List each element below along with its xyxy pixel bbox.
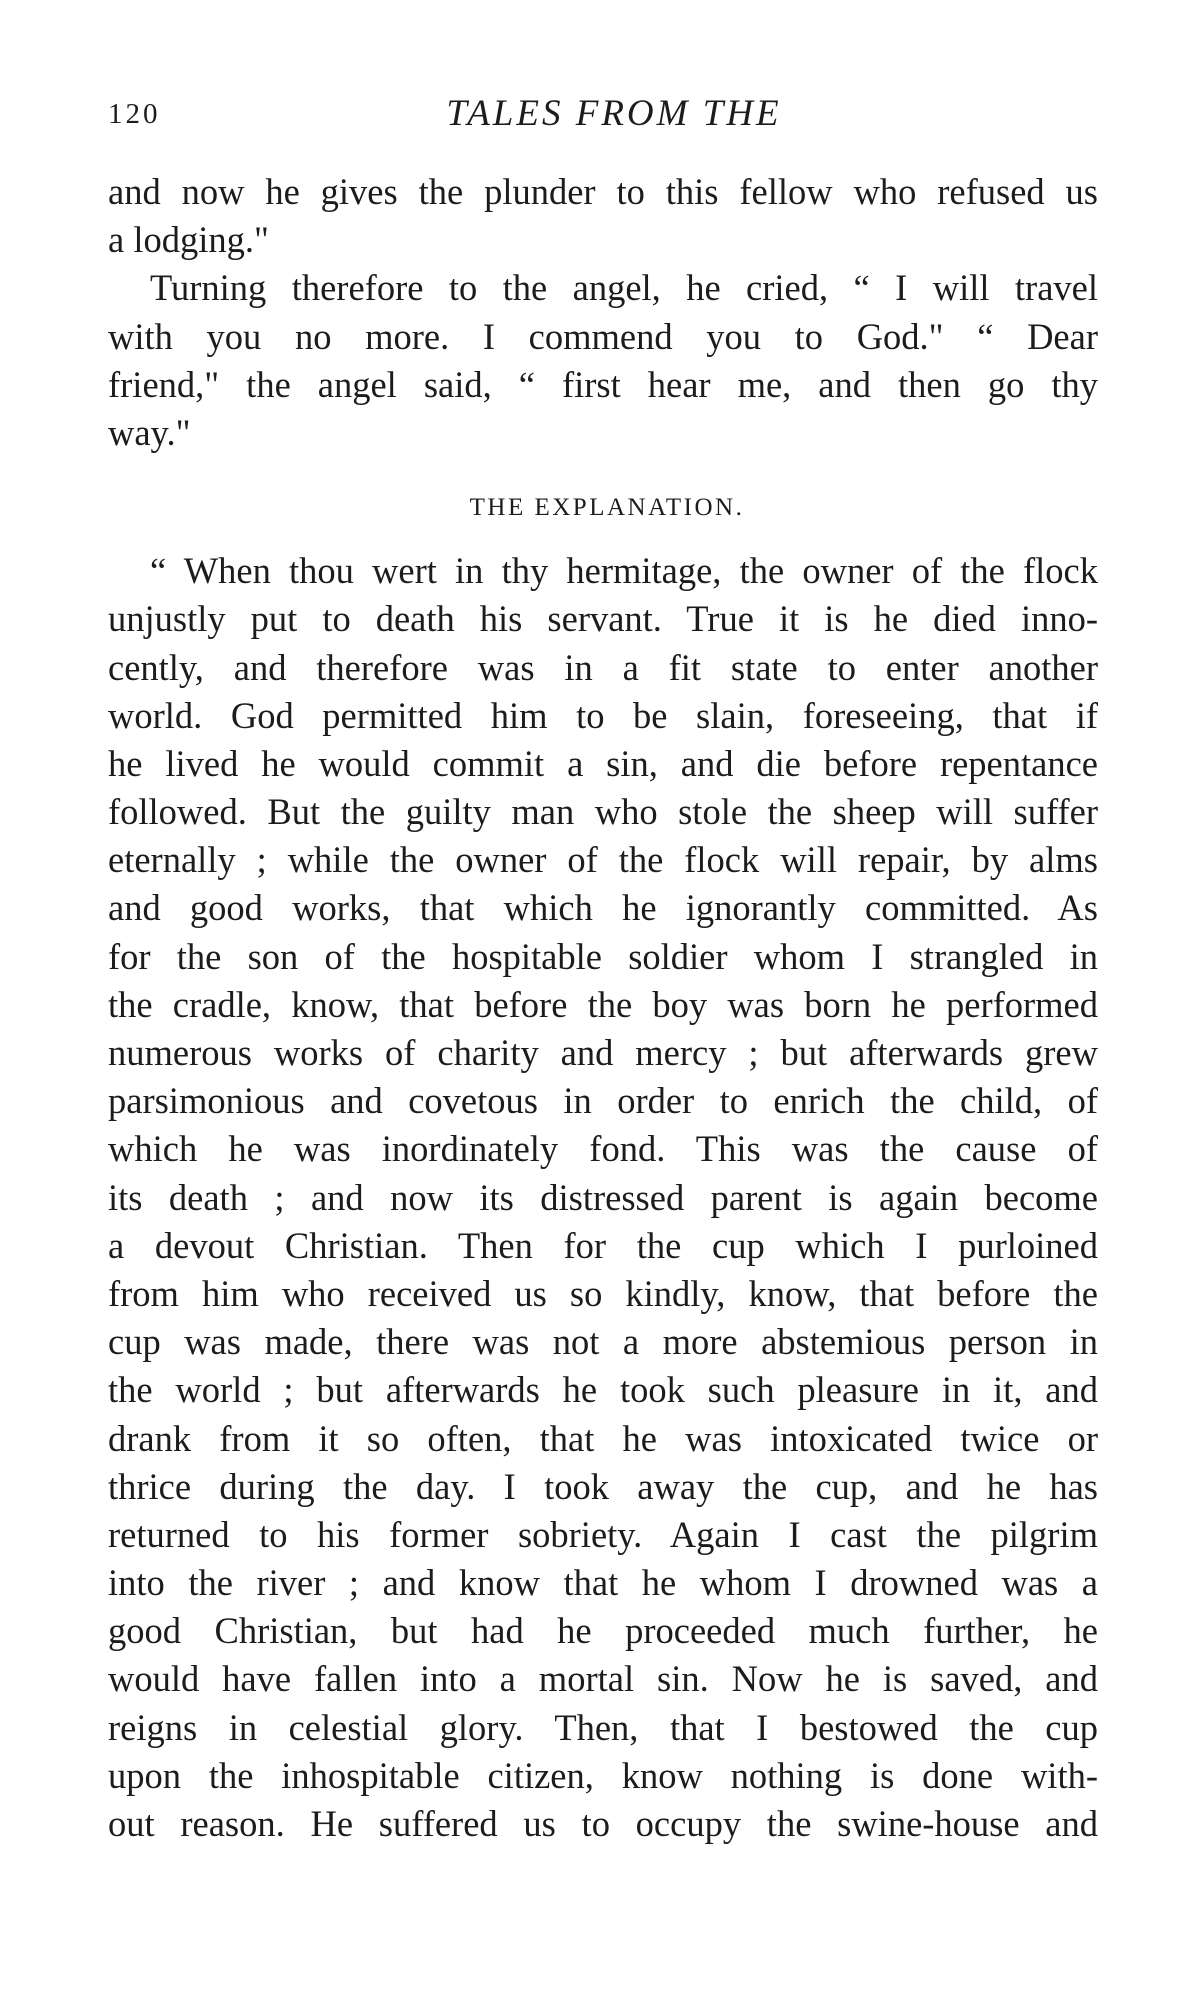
text-line: “ When thou wert in thy hermitage, the owner of the flock (150, 550, 1098, 592)
text-line: eternally ; while the owner of the flock will repair, by alms (108, 839, 1098, 881)
text-line: good Christian, but had he proceeded much further, he (108, 1610, 1098, 1652)
text-line: cup was made, there was not a more abstemious person in (108, 1321, 1098, 1363)
text-line: from him who received us so kindly, know, that before the (108, 1272, 1098, 1314)
text-line: unjustly put to death his servant. True it is he died inno- (108, 598, 1098, 640)
text-line: the world ; but afterwards he took such pleasure in it, and (108, 1369, 1098, 1411)
text-line: its death ; and now its distressed parent is again become (108, 1176, 1098, 1218)
text-line: drank from it so often, that he was intoxicated twice or (108, 1417, 1098, 1459)
text-line: returned to his former sobriety. Again I cast the pilgrim (108, 1513, 1098, 1555)
page-number: 120 (108, 98, 161, 130)
text-line: thrice during the day. I took away the cup, and he has (108, 1465, 1098, 1507)
text-line: reigns in celestial glory. Then, that I bestowed the cup (108, 1706, 1098, 1748)
paragraph-explanation (108, 547, 1098, 1848)
paragraph-angel-reply (108, 264, 1098, 457)
text-line: into the river ; and know that he whom I drowned was a (108, 1562, 1098, 1604)
text-line: which he was inordinately fond. This was the cause of (108, 1128, 1098, 1170)
text-line: and now he gives the plunder to this fellow who refused us (108, 171, 1098, 212)
text-line: parsimonious and covetous in order to enrich the child, of (108, 1080, 1098, 1122)
text-line: Turning therefore to the angel, he cried, “ I will travel (150, 267, 1098, 309)
paragraph-continuation (108, 168, 1098, 264)
section-heading: THE EXPLANATION. (469, 494, 745, 522)
text-line: world. God permitted him to be slain, foreseeing, that if (108, 694, 1098, 736)
text-line: with you no more. I commend you to God." “ Dear (108, 315, 1098, 357)
running-head (108, 92, 1098, 142)
text-line: for the son of the hospitable soldier whom I strangled in (108, 935, 1098, 977)
text-line: out reason. He suffered us to occupy the swine-house and (108, 1803, 1098, 1844)
text-line: cently, and therefore was in a fit state to enter another (108, 646, 1098, 688)
body-text (108, 168, 1098, 1848)
text-line: would have fallen into a mortal sin. Now he is saved, and (108, 1658, 1098, 1700)
text-line: friend," the angel said, “ first hear me, and then go thy (108, 363, 1098, 405)
text-line: upon the inhospitable citizen, know nothing is done with- (108, 1754, 1098, 1796)
text-line: the cradle, know, that before the boy was born he performed (108, 983, 1098, 1025)
text-line: followed. But the guilty man who stole the sheep will suffer (108, 791, 1098, 833)
running-title: TALES FROM THE (446, 93, 782, 134)
text-line: numerous works of charity and mercy ; but afterwards grew (108, 1032, 1098, 1073)
text-line: and good works, that which he ignorantly committed. As (108, 887, 1098, 929)
text-line: he lived he would commit a sin, and die before repentance (108, 742, 1098, 784)
text-line: a devout Christian. Then for the cup which I purloined (108, 1224, 1098, 1266)
text-line: way." (108, 411, 191, 453)
text-line: a lodging." (108, 219, 269, 261)
